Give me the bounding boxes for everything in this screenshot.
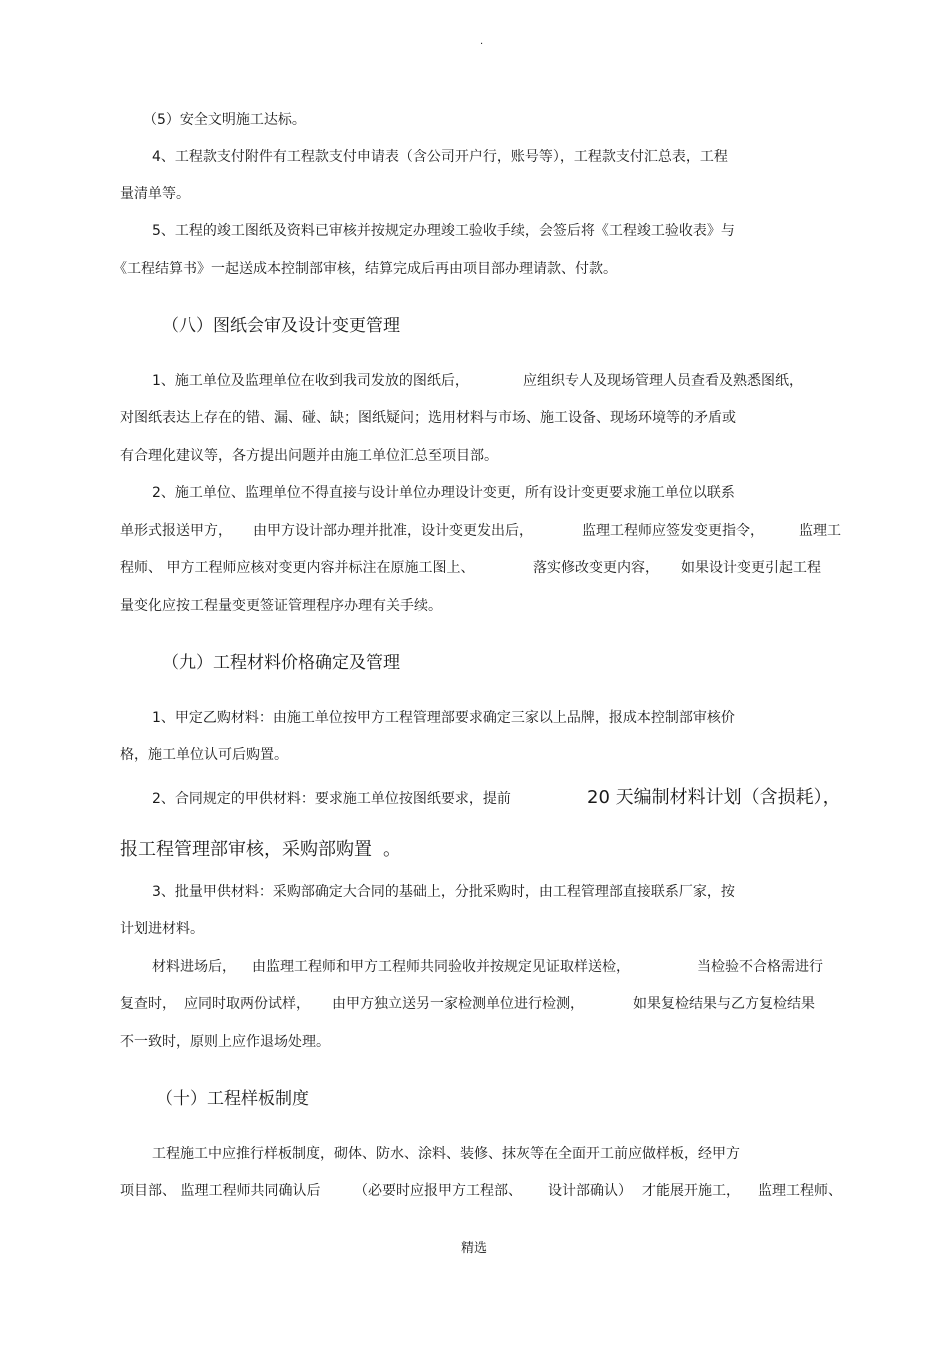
text-line: 监理工程师应签发变更指令， [582,523,764,539]
text-line: 不一致时，原则上应作退场处理。 [120,1034,330,1050]
text-line: 对图纸表达上存在的错、漏、碰、缺；图纸疑问；选用材料与市场、施工设备、现场环境等的矛盾或 [120,410,736,426]
text-line: 2、合同规定的甲供材料：要求施工单位按图纸要求，提前 [152,791,511,807]
text-line: 量清单等。 [120,186,190,202]
text-line: 监理工程师、 [758,1183,842,1199]
text-line: 设计部确认） [548,1183,632,1199]
text-line: 程师、 甲方工程师应核对变更内容并标注在原施工图上、 [120,560,475,576]
text-line: 应同时取两份试样， [184,996,310,1012]
section-heading: （八）图纸会审及设计变更管理 [162,316,400,336]
text-line: （必要时应报甲方工程部、 [354,1183,522,1199]
text-line: 3、批量甲供材料：采购部确定大合同的基础上，分批采购时，由工程管理部直接联系厂家，按 [152,884,735,900]
text-line: 由监理工程师和甲方工程师共同验收并按规定见证取样送检， [252,959,630,975]
section-heading: （十）工程样板制度 [156,1089,309,1109]
text-line: 才能展开施工， [642,1183,740,1199]
text-line: 由甲方独立送另一家检测单位进行检测， [332,996,584,1012]
text-line: 项目部、 监理工程师共同确认后 [120,1183,321,1199]
header-dot: . [480,36,484,47]
text-line: 20 天编制材料计划（含损耗）， [587,787,841,808]
text-line: 。 [383,839,401,860]
text-line: 格，施工单位认可后购置。 [120,747,288,763]
text-line: 当检验不合格需进行 [697,959,823,975]
text-line: 应组织专人及现场管理人员查看及熟悉图纸， [523,373,803,389]
text-line: 5、工程的竣工图纸及资料已审核并按规定办理竣工验收手续，会签后将《工程竣工验收表》与 [152,223,735,239]
text-line: 1、施工单位及监理单位在收到我司发放的图纸后， [152,373,469,389]
text-line: 如果复检结果与乙方复检结果 [633,996,815,1012]
footer-label: 精选 [461,1241,488,1256]
text-line: 计划进材料。 [120,921,204,937]
text-line: （5）安全文明施工达标。 [143,112,306,128]
text-line: 材料进场后， [152,959,236,975]
text-line: 由甲方设计部办理并批准，设计变更发出后， [253,523,533,539]
text-line: 1、甲定乙购材料：由施工单位按甲方工程管理部要求确定三家以上品牌，报成本控制部审核价 [152,710,735,726]
text-line: 《工程结算书》一起送成本控制部审核，结算完成后再由项目部办理请款、付款。 [113,261,617,277]
text-line: 工程施工中应推行样板制度，砌体、防水、涂料、装修、抹灰等在全面开工前应做样板，经甲方 [152,1146,740,1162]
text-line: 有合理化建议等，各方提出问题并由施工单位汇总至项目部。 [120,448,498,464]
text-line: 2、施工单位、监理单位不得直接与设计单位办理设计变更，所有设计变更要求施工单位以联系 [152,485,735,501]
text-line: 报工程管理部审核，采购部购置 [120,839,372,860]
text-line: 复查时， [120,996,176,1012]
text-line: 单形式报送甲方， [120,523,232,539]
section-heading: （九）工程材料价格确定及管理 [162,653,400,673]
text-line: 监理工 [799,523,841,539]
text-line: 落实修改变更内容， [533,560,659,576]
text-line: 量变化应按工程量变更签证管理程序办理有关手续。 [120,598,442,614]
text-line: 如果设计变更引起工程 [681,560,821,576]
text-line: 4、工程款支付附件有工程款支付申请表（含公司开户行，账号等），工程款支付汇总表，工程 [152,149,728,165]
